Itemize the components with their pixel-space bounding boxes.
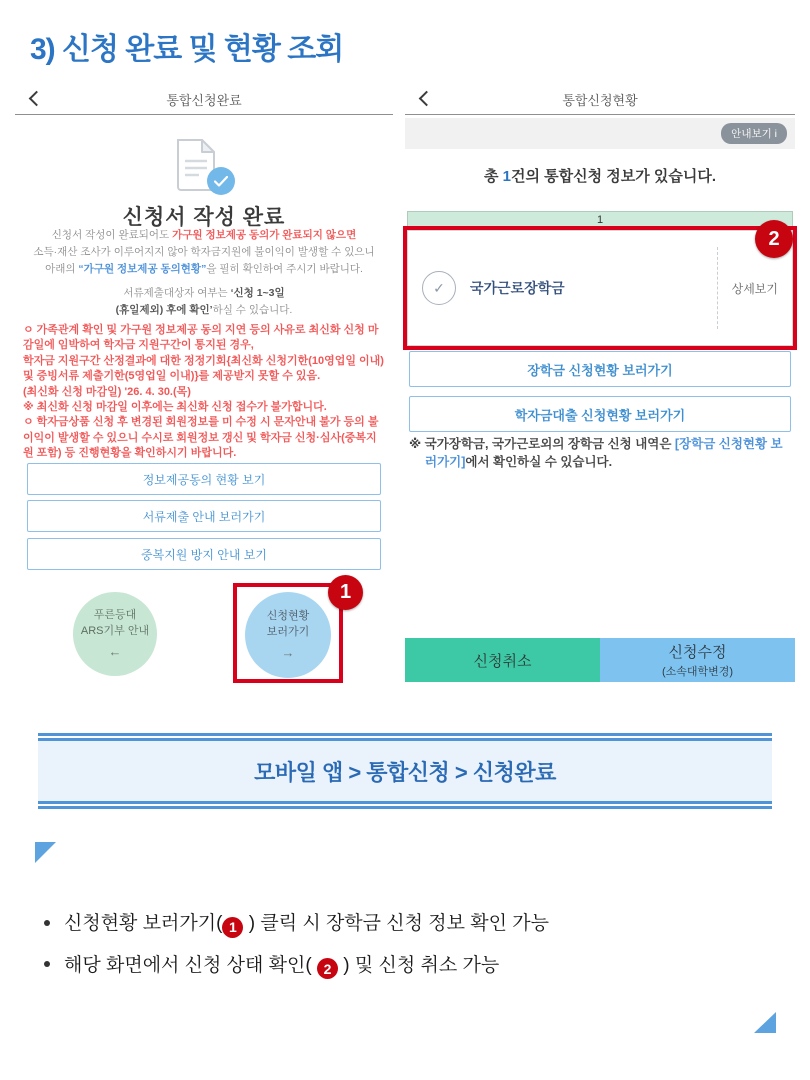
desc-text: 소득·재산 조사가 이루어지지 않아 학자금지원에 불이익이 발생할 수 있으니: [33, 245, 375, 258]
info-guide-badge[interactable]: 안내보기 i: [721, 123, 787, 144]
back-chevron-icon: [419, 91, 435, 107]
bullet2-text: 해당 화면에서 신청 상태 확인(: [64, 954, 317, 976]
document-guide-button[interactable]: 서류제출 안내 보러가기: [27, 500, 381, 532]
banner-body: [38, 741, 772, 801]
desc-text: 아래의: [45, 262, 79, 275]
desc-text: 신청서 작성이 완료되어도: [51, 229, 173, 241]
ars-donation-button[interactable]: [73, 592, 157, 676]
complete-heading: 신청서 작성 완료: [122, 206, 286, 229]
cancel-application-button[interactable]: 신청취소: [405, 638, 600, 682]
triangle-decoration-top-left: [35, 842, 56, 863]
note-link-highlight: [장학금 신청현황 보러가기]: [425, 437, 783, 470]
highlight-box-2: [403, 226, 797, 350]
bottom-action-bar: [405, 638, 795, 682]
breadcrumb-banner: [38, 733, 772, 809]
status-label: 신청현황: [266, 609, 310, 622]
callout-badge-2: 2: [755, 220, 793, 258]
back-button[interactable]: [417, 90, 433, 106]
document-complete-icon: [173, 137, 235, 195]
breadcrumb-text: 모바일 앱 > 통합신청 > 신청완료: [254, 759, 556, 785]
back-button[interactable]: [27, 90, 43, 106]
inline-badge-1: 1: [222, 917, 243, 938]
table-header-cell: 1: [407, 211, 793, 228]
annotation-notes: [42, 908, 762, 991]
scholarship-status-button[interactable]: 장학금 신청현황 보러가기: [409, 351, 791, 387]
notice-text: 하실 수 있습니다.: [212, 303, 293, 316]
status-note: [409, 435, 793, 471]
note-bullet-2: [42, 950, 762, 980]
consent-status-button[interactable]: 정보제공동의 현황 보기: [27, 463, 381, 495]
view-application-status-button[interactable]: [245, 592, 331, 678]
application-count-summary: [405, 165, 795, 186]
warning-line: 학자금 지원구간 산정결과에 대한 정정기회{최신화 신청기한(10영업일 이내) 및 증빙서류 제출기한(5영업일 이내)}를 제공받지 못할 수 있음.: [23, 354, 384, 383]
warning-line: (최신화 신청 마감일) '26. 4. 30.(목): [23, 385, 191, 398]
notice-text: 서류제출대상자 여부는: [123, 287, 231, 299]
warning-block: [23, 323, 385, 462]
header-divider: [405, 114, 795, 115]
left-screen-header: [15, 85, 393, 113]
check-circle-icon: ✓: [422, 271, 456, 305]
loan-status-button[interactable]: 학자금대출 신청현황 보러가기: [409, 396, 791, 432]
info-bar: [405, 118, 795, 149]
summary-text: 총: [483, 168, 503, 185]
banner-line: [38, 806, 772, 809]
callout-badge-1: 1: [328, 575, 363, 610]
note-text: 에서 확인하실 수 있습니다.: [465, 455, 613, 470]
screen-application-complete: [15, 85, 393, 687]
ars-label: 푸른등대: [93, 608, 137, 621]
bullet-icon: [44, 920, 50, 926]
modify-application-button[interactable]: [600, 638, 795, 682]
left-screen-title: 통합신청완료: [166, 92, 242, 108]
ars-label: ARS기부 안내: [80, 625, 150, 638]
card-divider: [717, 247, 718, 329]
inline-badge-2: 2: [317, 958, 338, 979]
detail-view-link[interactable]: 상세보기: [731, 281, 778, 296]
desc-red-highlight: 가구원 정보제공 동의가 완료되지 않으면: [172, 229, 357, 241]
warning-line: ※ 최신화 신청 마감일 이후에는 최신화 신청 접수가 불가합니다.: [23, 400, 327, 413]
desc-text: 을 필히 확인하여 주시기 바랍니다.: [206, 262, 363, 275]
check-bubble-icon: [207, 167, 235, 195]
bullet2-text: ) 및 신청 취소 가능: [337, 954, 500, 976]
modify-sublabel: (소속대학변경): [661, 666, 734, 678]
note-bullet-1: [42, 908, 762, 938]
document-submission-notice: [21, 285, 387, 319]
bullet-icon: [44, 961, 50, 967]
triangle-decoration-bottom-right: [754, 1012, 776, 1033]
bullet1-text: ) 클릭 시 장학금 신청 정보 확인 가능: [243, 913, 549, 934]
status-label: 보러가기: [266, 626, 310, 639]
warning-line: ㅇ 학자금상품 신청 후 변경된 회원정보를 미 수정 시 문자안내 불가 등의 불이익이 발생할 수 있으니 수시로 회원정보 갱신 및 학자금 신청·심사(중복지원 포함) 등 진행현황을 확인하시기 바랍니다.: [23, 416, 379, 460]
complete-description: [21, 227, 387, 277]
bullet1-text: 신청현황 보러가기(: [64, 913, 223, 934]
header-divider: [15, 114, 393, 115]
arrow-right-icon: →: [281, 644, 295, 660]
right-screen-header: [405, 85, 795, 113]
page-title: 3) 신청 완료 및 현황 조회: [30, 33, 344, 66]
warning-line: ㅇ 가족관계 확인 및 가구원 정보제공 동의 지연 등의 사유로 최신화 신청 마감일에 임박하여 학자금 지원구간이 통지된 경우,: [23, 324, 379, 352]
note-text: ※ 국가장학금, 국가근로외의 장학금 신청 내역은: [409, 437, 675, 451]
notice-bold: ‘신청 1~3일: [230, 287, 285, 299]
summary-text: 건의 통합신청 정보가 있습니다.: [510, 168, 717, 185]
notice-bold: (휴일제외) 후에 확인’: [115, 303, 213, 316]
scholarship-name: 국가근로장학금: [470, 280, 565, 296]
scholarship-card[interactable]: [407, 230, 793, 346]
summary-count: 1: [502, 168, 511, 185]
duplicate-support-guide-button[interactable]: 중복지원 방지 안내 보기: [27, 538, 381, 570]
screen-application-status: [405, 85, 795, 687]
arrow-left-icon: ←: [108, 643, 122, 659]
back-chevron-icon: [29, 91, 45, 107]
right-screen-title: 통합신청현황: [562, 92, 638, 108]
modify-label: 신청수정: [668, 644, 727, 661]
desc-blue-highlight: “가구원 정보제공 동의현황”: [78, 262, 207, 275]
